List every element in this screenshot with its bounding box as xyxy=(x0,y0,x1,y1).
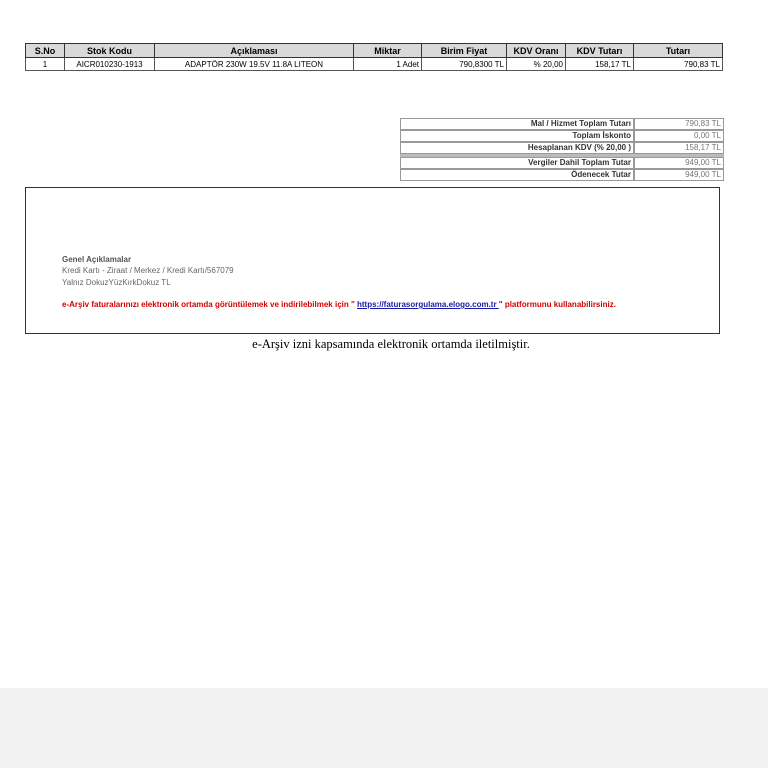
line-items-table xyxy=(25,43,723,71)
totals-row xyxy=(400,157,724,169)
earsiv-portal-link[interactable]: https://faturasorgulama.elogo.com.tr xyxy=(357,300,499,309)
table-header-row xyxy=(26,44,723,58)
earsiv-notice xyxy=(62,299,702,311)
col-header-sno: S.No xyxy=(26,44,65,58)
col-header-kdv-orani: KDV Oranı xyxy=(507,44,566,58)
col-header-aciklama: Açıklaması xyxy=(155,44,354,58)
col-header-tutari: Tutarı xyxy=(634,44,723,58)
totals-table xyxy=(400,118,724,181)
notes-title: Genel Açıklamalar xyxy=(62,255,132,264)
totals-label: Ödenecek Tutar xyxy=(400,169,634,181)
totals-value: 949,00 TL xyxy=(634,169,724,181)
totals-label: Toplam İskonto xyxy=(400,130,634,142)
col-header-miktar: Miktar xyxy=(354,44,422,58)
totals-label: Mal / Hizmet Toplam Tutarı xyxy=(400,118,634,130)
totals-row xyxy=(400,142,724,154)
viewer-bottom-band xyxy=(0,688,768,768)
col-header-stok-kodu: Stok Kodu xyxy=(65,44,155,58)
payment-note: Kredi Kartı - Ziraat / Merkez / Kredi Kartı/567079 xyxy=(62,266,234,275)
amount-in-words: Yalnız DokuzYüzKırkDokuz TL xyxy=(62,278,171,287)
totals-value: 790,83 TL xyxy=(634,118,724,130)
earsiv-footer-note: e-Arşiv izni kapsamında elektronik ortamda iletilmiştir. xyxy=(252,337,530,351)
earsiv-notice-suffix: " platformunu kullanabilirsiniz. xyxy=(498,300,616,309)
cell-kdv-orani: % 20,00 xyxy=(507,58,566,71)
totals-row xyxy=(400,169,724,181)
col-header-kdv-tutari: KDV Tutarı xyxy=(566,44,634,58)
totals-value: 949,00 TL xyxy=(634,157,724,169)
cell-miktar: 1 Adet xyxy=(354,58,422,71)
totals-row xyxy=(400,118,724,130)
cell-birim-fiyat: 790,8300 TL xyxy=(422,58,507,71)
totals-label: Vergiler Dahil Toplam Tutar xyxy=(400,157,634,169)
totals-row xyxy=(400,130,724,142)
totals-value: 158,17 TL xyxy=(634,142,724,154)
general-notes-box xyxy=(25,187,720,334)
cell-kdv-tutari: 158,17 TL xyxy=(566,58,634,71)
totals-label: Hesaplanan KDV (% 20,00 ) xyxy=(400,142,634,154)
cell-aciklama: ADAPTÖR 230W 19.5V 11.8A LITEON xyxy=(155,58,354,71)
col-header-birim-fiyat: Birim Fiyat xyxy=(422,44,507,58)
totals-value: 0,00 TL xyxy=(634,130,724,142)
earsiv-notice-prefix: e-Arşiv faturalarınızı elektronik ortamda görüntülemek ve indirilebilmek için " xyxy=(62,300,357,309)
cell-sno: 1 xyxy=(26,58,65,71)
cell-stok-kodu: AICR010230-1913 xyxy=(65,58,155,71)
cell-tutari: 790,83 TL xyxy=(634,58,723,71)
table-row xyxy=(26,58,723,71)
